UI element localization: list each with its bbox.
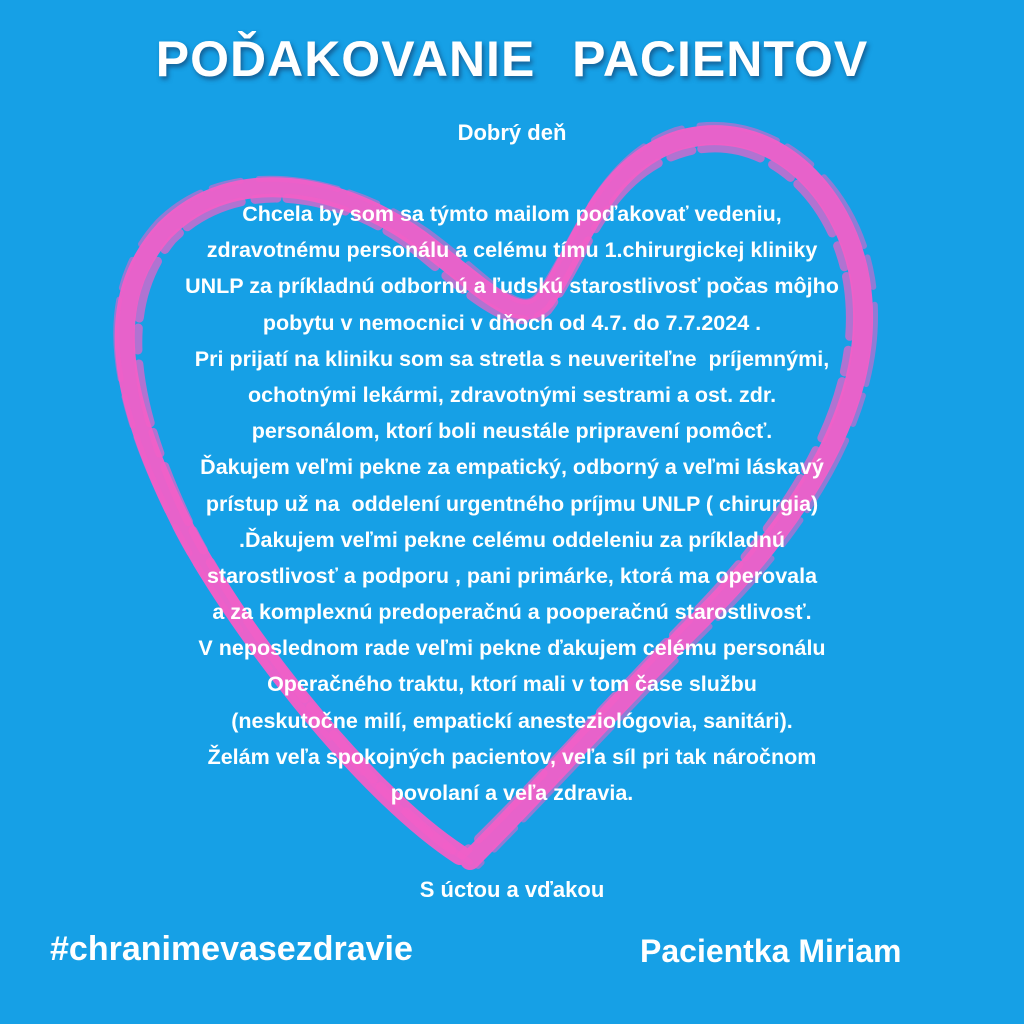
letter-line: Pri prijatí na kliniku som sa stretla s neuveriteľne príjemnými,: [194, 346, 830, 371]
hashtag-text: #chranimevasezdravie: [50, 930, 413, 968]
signoff-text: S úctou a vďakou: [419, 877, 605, 902]
letter-line: ochotnými lekármi, zdravotnými sestrami a ost. zdr.: [247, 382, 777, 407]
letter-line: V neposlednom rade veľmi pekne ďakujem celému personálu: [198, 636, 826, 661]
letter-line: povolaní a veľa zdravia.: [390, 781, 634, 805]
letter-line: pobytu v nemocnici v dňoch od 4.7. do 7.7.2024 .: [262, 310, 762, 335]
page-title: POĎAKOVANIE PACIENTOV: [155, 31, 869, 87]
letter-body: [0, 196, 1024, 811]
letter-line: UNLP za príkladnú odbornú a ľudskú starostlivosť počas môjho: [185, 274, 839, 299]
greeting-text: Dobrý deň: [457, 120, 567, 145]
author-signature: Pacientka Miriam: [640, 933, 902, 969]
letter-line: (neskutočne milí, empatickí anesteziológovia, sanitári).: [231, 708, 793, 733]
letter-line: Želám veľa spokojných pacientov, veľa síl pri tak náročnom: [207, 744, 817, 769]
letter-line: Chcela by som sa týmto mailom poďakovať vedeniu,: [242, 202, 782, 226]
letter-line: Operačného traktu, ktorí mali v tom čase službu: [267, 672, 757, 697]
letter-line: a za komplexnú predoperačnú a pooperačnú starostlivosť.: [212, 600, 812, 625]
letter-line: starostlivosť a podporu , pani primárke, ktorá ma operovala: [206, 563, 818, 588]
letter-line: prístup už na oddelení urgentného príjmu UNLP ( chirurgia): [205, 491, 819, 516]
letter-line: .Ďakujem veľmi pekne celému oddeleniu za príkladnú: [239, 527, 785, 552]
letter-line: zdravotnému personálu a celému tímu 1.chirurgickej kliniky: [206, 238, 818, 263]
letter-line: personálom, ktorí boli neustále pripravení pomôcť.: [251, 419, 773, 444]
letter-line: Ďakujem veľmi pekne za empatický, odborný a veľmi láskavý: [200, 455, 824, 480]
